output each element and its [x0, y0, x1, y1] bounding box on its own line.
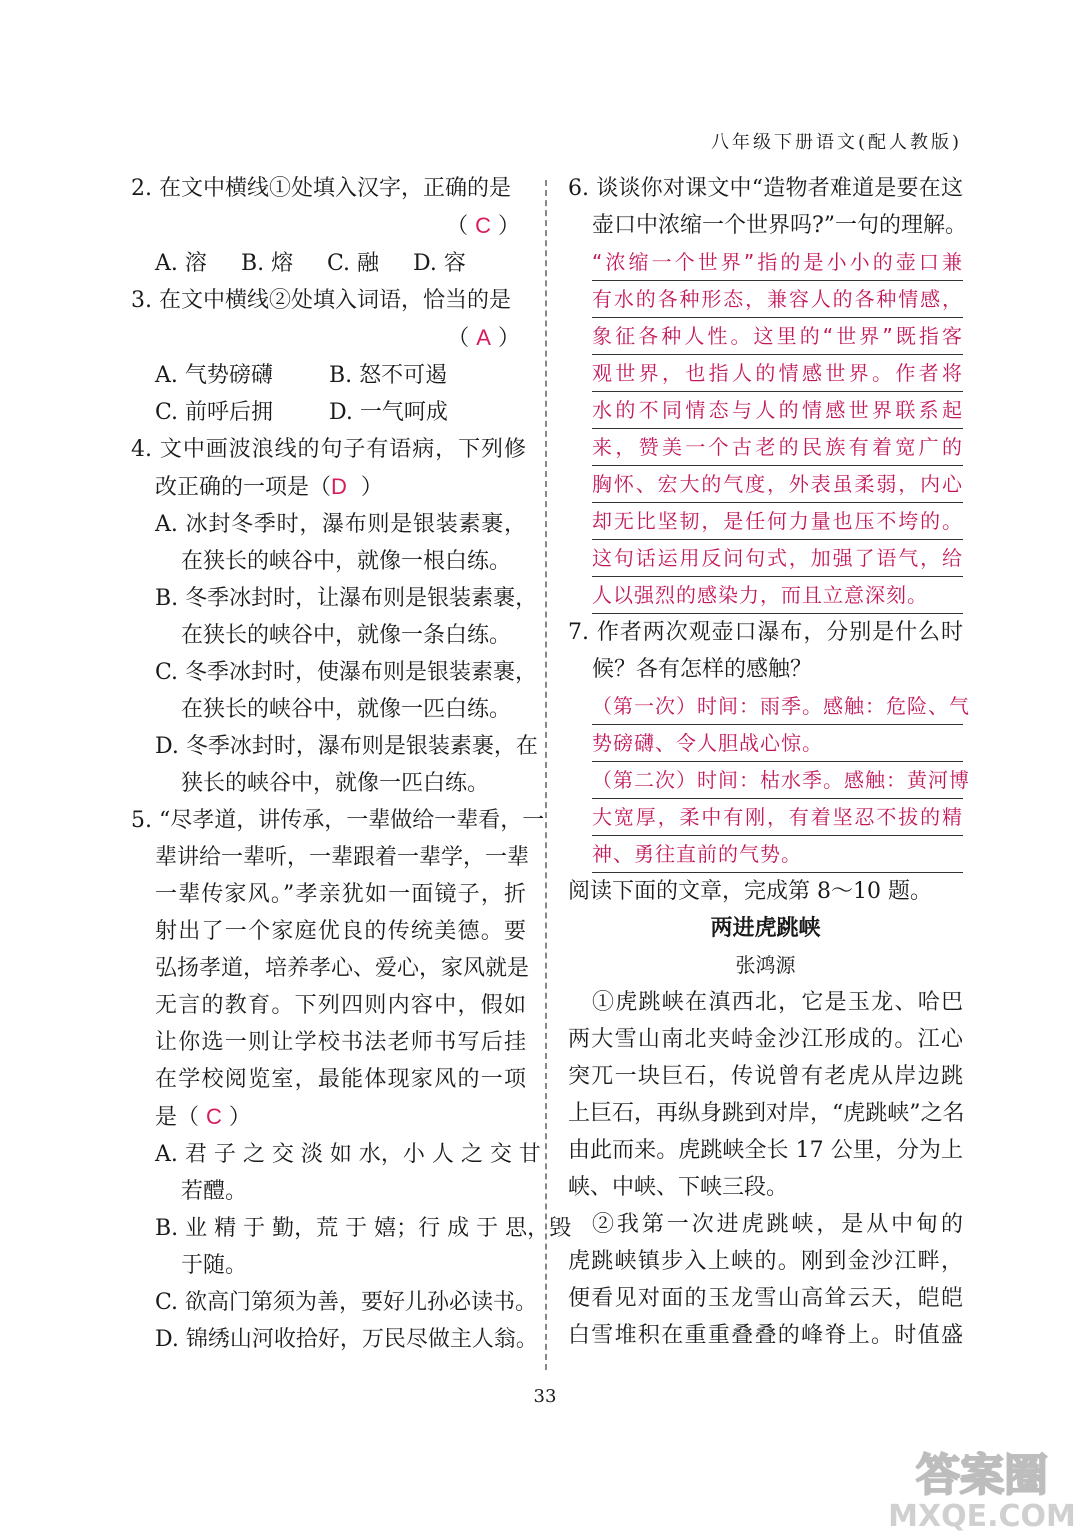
- q4-bracket-close: ）: [360, 475, 383, 500]
- q2-bracket-close: ）: [497, 214, 520, 239]
- q6-stem-line1: 6. 谈谈你对课文中“造物者难道是要在这: [568, 176, 963, 201]
- q3-options-row2: [131, 394, 526, 431]
- watermark-text: 答案圈: [916, 1450, 1048, 1501]
- q2-option-a: A. 溶: [155, 251, 207, 276]
- q4-option-d-line1: D. 冬季冰封时，瀑布则是银装素裹，在: [155, 734, 538, 759]
- q6-answer-line: 却无比坚韧，是任何力量也压不垮的。: [592, 503, 963, 540]
- article-line: ②我第一次进虎跳峡，是从中甸的: [592, 1212, 963, 1237]
- q2-option-c: C. 融: [327, 251, 380, 276]
- q3-option-a: A. 气势磅礴: [155, 363, 273, 388]
- q6-answer-line: 观世界，也指人的情感世界。作者将: [592, 355, 963, 392]
- article-line: 上巨石，再纵身跳到对岸，“虎跳峡”之名: [568, 1101, 965, 1126]
- q3-options-row1: [131, 357, 526, 394]
- reading-intro: 阅读下面的文章，完成第 8～10 题。: [568, 879, 932, 904]
- q4-stem-text: 改正确的一项是（: [155, 475, 332, 500]
- q4-option-a-line2: 在狭长的峡谷中，就像一根白练。: [181, 549, 512, 574]
- q5-line1: 5. “尽孝道，讲传承，一辈做给一辈看，一: [131, 808, 545, 833]
- q5-option-d: D. 锦绣山河收拾好，万民尽做主人翁。: [155, 1327, 538, 1352]
- q2-bracket-open: （: [446, 214, 469, 239]
- q5-line5: 弘扬孝道，培养孝心、爱心，家风就是: [155, 956, 530, 981]
- page-number: 33: [533, 1386, 557, 1407]
- q2-option-b: B. 熔: [241, 251, 294, 276]
- q5-answer: C: [206, 1104, 222, 1129]
- q2-option-d: D. 容: [413, 251, 466, 276]
- q6-answer-line: 有水的各种形态，兼容人的各种情感，: [592, 281, 963, 318]
- q5-option-b-line2: 于随。: [181, 1253, 248, 1278]
- q4-option-b-line2: 在狭长的峡谷中，就像一条白练。: [181, 623, 512, 648]
- q6-answer-line: 胸怀、宏大的气度，外表虽柔弱，内心: [592, 466, 963, 503]
- q5-line9: [131, 1098, 526, 1136]
- page-header: 八年级下册语文(配人教版): [710, 132, 962, 153]
- left-column: [131, 170, 572, 1358]
- q3-stem: 3. 在文中横线②处填入词语，恰当的是: [131, 288, 511, 313]
- q7-answer-line: （第一次）时间：雨季。感触：危险、气: [592, 688, 963, 725]
- q3-bracket-open: （: [447, 326, 470, 351]
- q2-stem: 2. 在文中横线①处填入汉字，正确的是: [131, 176, 511, 201]
- q4-option-d-line2: 狭长的峡谷中，就像一匹白练。: [181, 771, 490, 796]
- q6-answer-line: 人以强烈的感染力，而且立意深刻。: [592, 577, 963, 614]
- q5-line6: 无言的教育。下列四则内容中，假如: [155, 993, 526, 1018]
- column-divider: [545, 180, 547, 1370]
- q5-line2: 辈讲给一辈听，一辈跟着一辈学，一辈: [155, 845, 530, 870]
- q5-line8: 在学校阅览室，最能体现家风的一项: [155, 1067, 526, 1092]
- q6-answer-line: 来，赞美一个古老的民族有着宽广的: [592, 429, 963, 466]
- q4-option-b-line1: B. 冬季冰封时，让瀑布则是银装素裹，: [155, 586, 538, 611]
- article-line: 突兀一块巨石，传说曾有老虎从岸边跳: [568, 1064, 963, 1089]
- q7-answer-line: 势磅礴、令人胆战心惊。: [592, 725, 963, 762]
- q7-answer-line: （第二次）时间：枯水季。感触：黄河博: [592, 762, 963, 799]
- article-line: 便看见对面的玉龙雪山高耸云天，皑皑: [568, 1286, 963, 1311]
- q7-stem-line1: 7. 作者两次观壶口瀑布，分别是什么时: [568, 620, 963, 645]
- q3-answer: A: [476, 325, 491, 350]
- q5-option-a-line2: 若醴。: [181, 1179, 248, 1204]
- article-line: 虎跳峡镇步入上峡的。刚到金沙江畔，: [568, 1249, 963, 1274]
- q5-line4: 射出了一个家庭优良的传统美德。要: [155, 919, 526, 944]
- q3-option-d: D. 一气呵成: [329, 400, 448, 425]
- q4-answer: D: [331, 474, 347, 499]
- q6-answer-line: 这句话运用反问句式，加强了语气，给: [592, 540, 963, 577]
- watermark-logo: [882, 1442, 1082, 1532]
- q6-answer-line: 水的不同情态与人的情感世界联系起: [592, 392, 963, 429]
- q2-answer: C: [475, 213, 491, 238]
- article-title: 两进虎跳峡: [710, 916, 821, 941]
- article-author: 张鸿源: [735, 953, 796, 977]
- q6-answer-line: “浓缩一个世界”指的是小小的壶口兼: [592, 244, 963, 281]
- q3-option-b: B. 怒不可遏: [329, 363, 448, 388]
- q6-answer-line: 象征各种人性。这里的“世界”既指客: [592, 318, 963, 355]
- q4-option-c-line1: C. 冬季冰封时，使瀑布则是银装素裹，: [155, 660, 538, 685]
- article-line: ①虎跳峡在滇西北，它是玉龙、哈巴: [592, 990, 963, 1015]
- article-line: 白雪堆积在重重叠叠的峰脊上。时值盛: [568, 1323, 963, 1348]
- right-column: [568, 170, 970, 1354]
- q4-option-c-line2: 在狭长的峡谷中，就像一匹白练。: [181, 697, 512, 722]
- article-line: 由此而来。虎跳峡全长 17 公里，分为上: [568, 1138, 963, 1163]
- q3-bracket-close: ）: [497, 326, 520, 351]
- q5-line7: 让你选一则让学校书法老师书写后挂: [155, 1030, 526, 1055]
- q3-answer-line: [131, 319, 526, 357]
- q4-stem-line1: 4. 文中画波浪线的句子有语病，下列修: [131, 437, 526, 462]
- q3-option-c: C. 前呼后拥: [155, 400, 274, 425]
- q5-option-c: C. 欲高门第须为善，要好儿孙必读书。: [155, 1290, 538, 1315]
- q4-stem-line2: [131, 468, 526, 506]
- article-line: 两大雪山南北夹峙金沙江形成的。江心: [568, 1027, 963, 1052]
- q5-stem-end: 是（: [155, 1105, 200, 1130]
- article-line: 峡、中峡、下峡三段。: [568, 1175, 789, 1200]
- watermark-url: MXQE.COM: [888, 1499, 1076, 1534]
- q5-option-b-line1: B. 业 精 于 勤，荒 于 嬉；行 成 于 思，毁: [155, 1216, 572, 1241]
- q5-option-a-line1: A. 君 子 之 交 淡 如 水，小 人 之 交 甘: [155, 1142, 541, 1167]
- q5-line3: 一辈传家风。”孝亲犹如一面镜子，折: [155, 882, 526, 907]
- q6-stem-line2: 壶口中浓缩一个世界吗?”一句的理解。: [592, 213, 968, 238]
- q2-options: [131, 245, 526, 282]
- q7-answer-line: 神、勇往直前的气势。: [592, 836, 963, 873]
- q5-bracket-close: ）: [228, 1105, 251, 1130]
- q4-option-a-line1: A. 冰封冬季时，瀑布则是银装素裹，: [155, 512, 526, 537]
- q7-answer-line: 大宽厚，柔中有刚，有着坚忍不拔的精: [592, 799, 963, 836]
- q7-stem-line2: 候？各有怎样的感触？: [592, 657, 813, 682]
- q2-answer-line: [131, 207, 526, 245]
